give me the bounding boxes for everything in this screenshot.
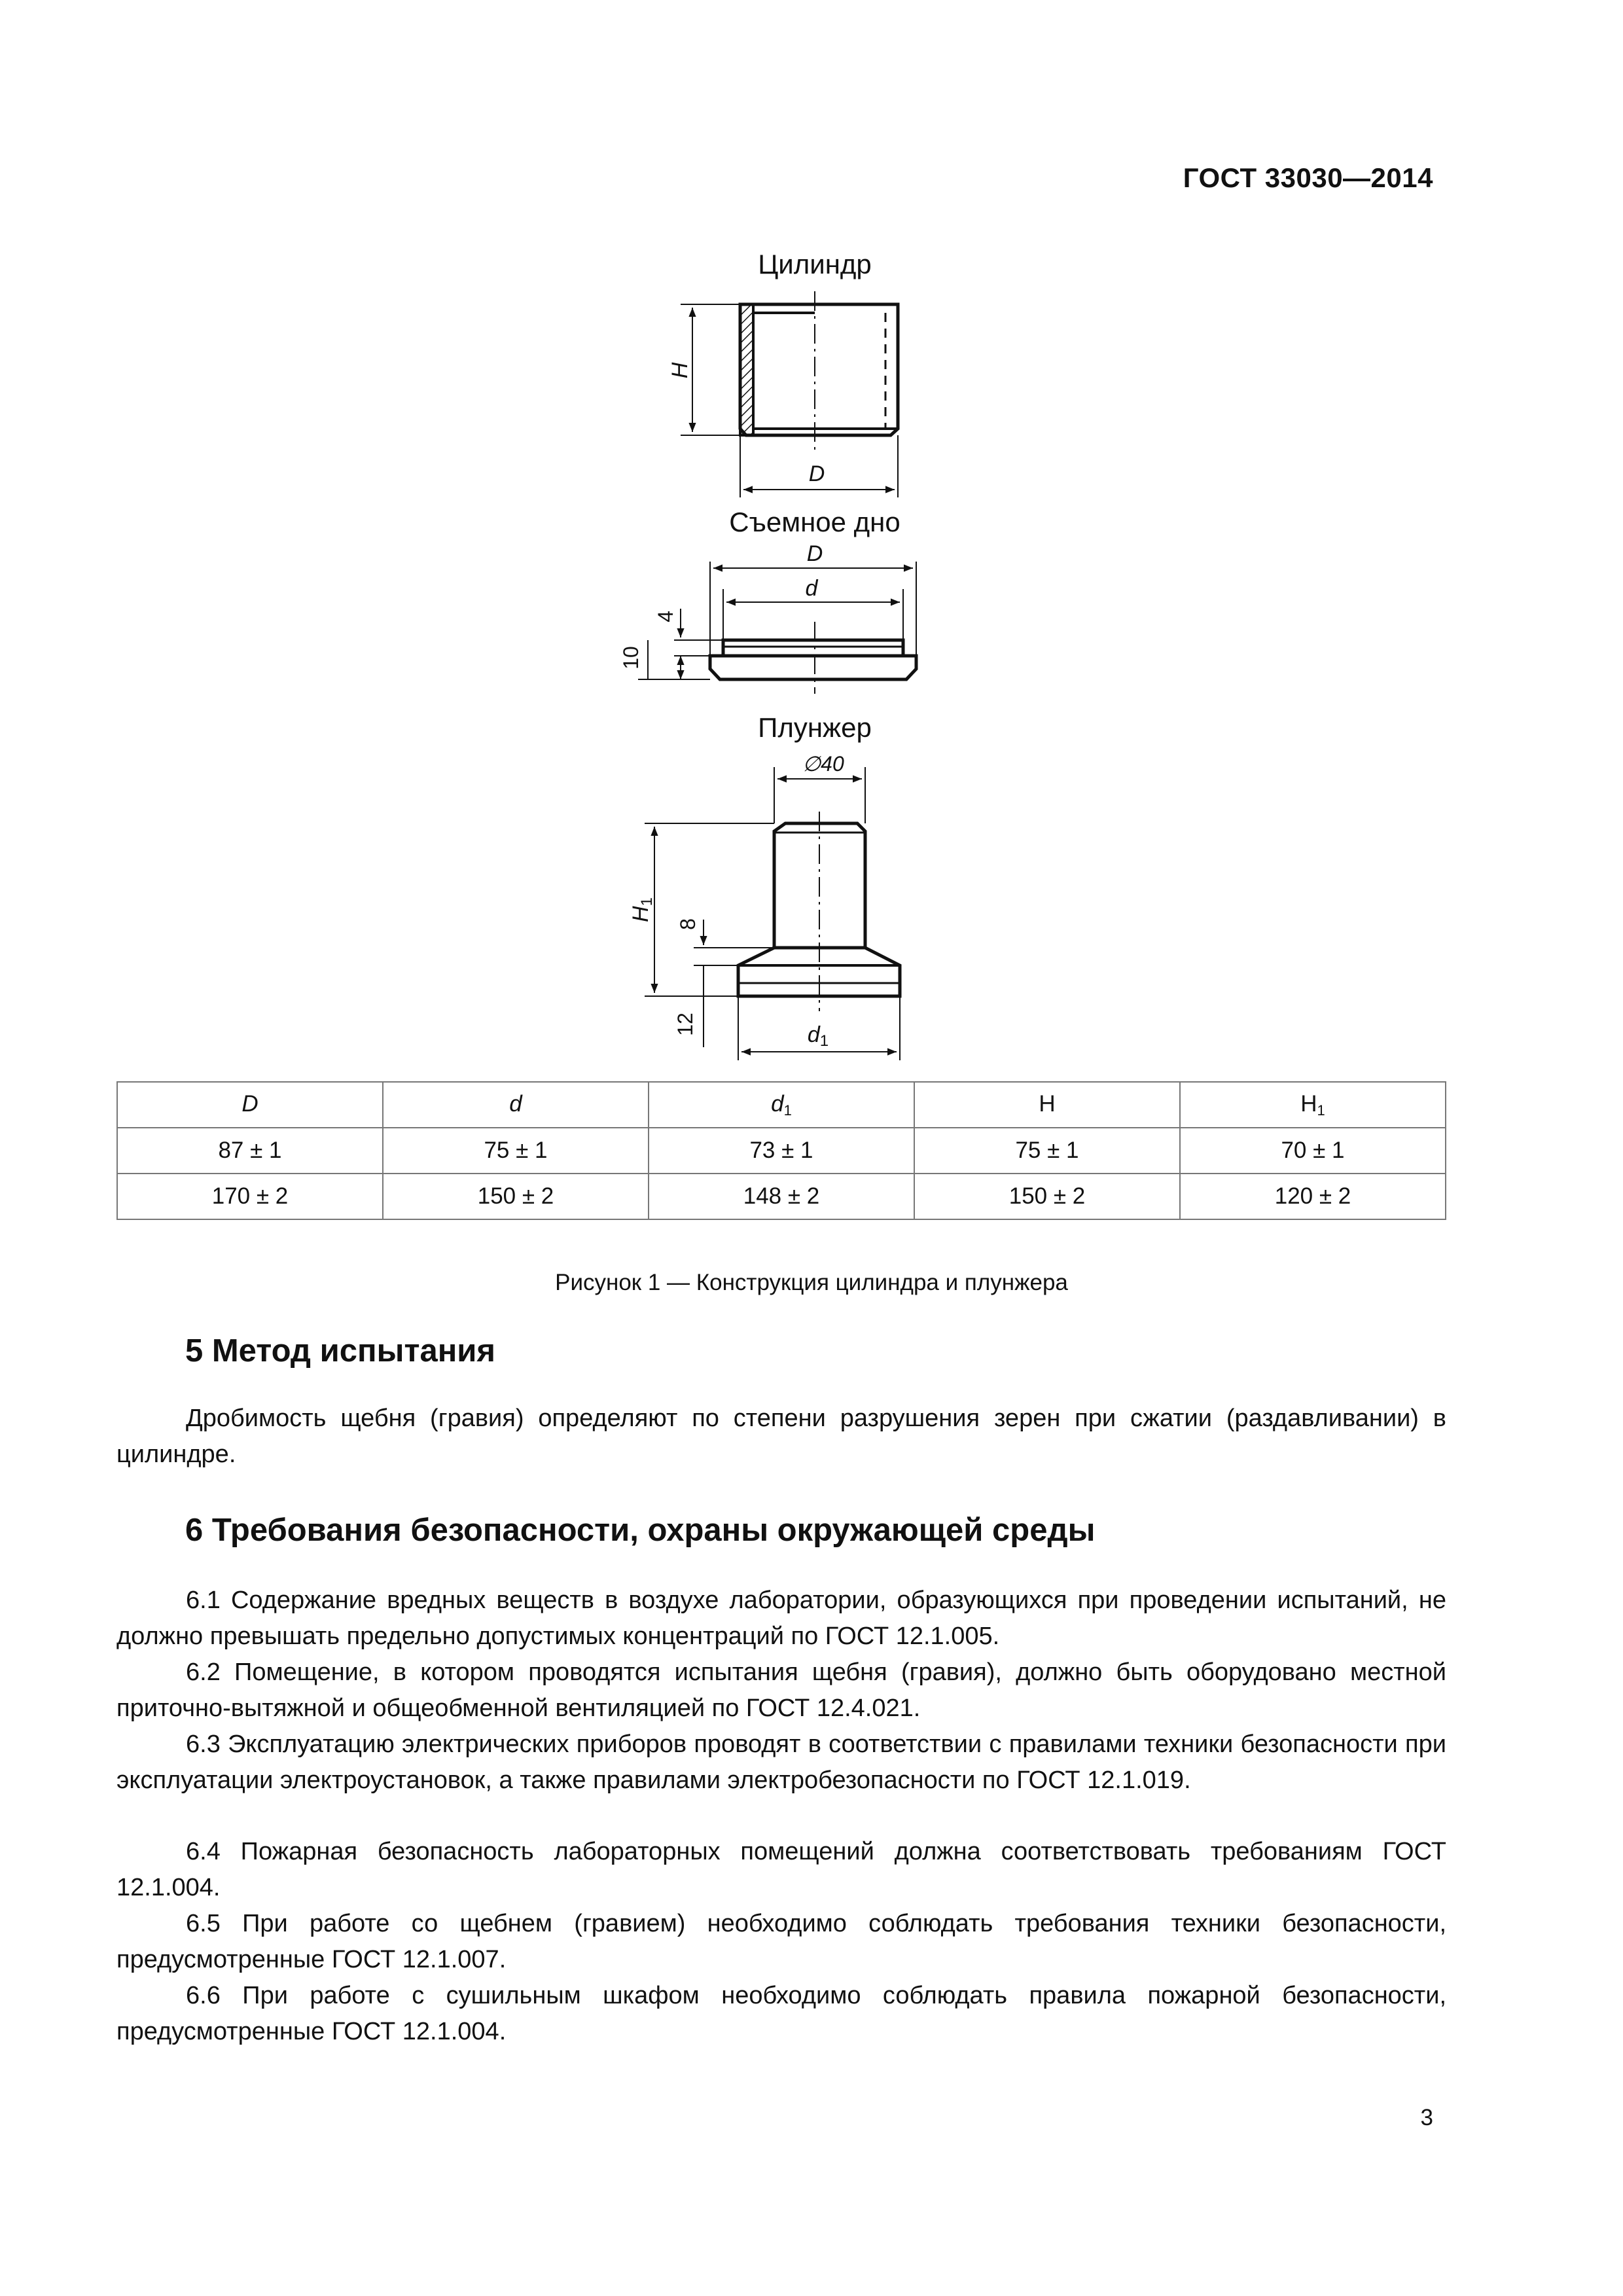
cylinder-wall-hatch (740, 304, 753, 435)
cylinder-outline (740, 304, 898, 435)
bottom-upper-ring (723, 640, 903, 656)
table-row (117, 1128, 1446, 1174)
section-6-paragraph-2: 6.2 Помещение, в котором проводятся испытания щебня (гравия), должно быть оборудовано местной приточно-вытяжной и общеобменной вентиляцией по ГОСТ 12.4.021. (116, 1659, 1446, 1722)
table-cell: 120 ± 2 (1180, 1174, 1446, 1219)
cylinder-h-label: H (668, 362, 692, 379)
table-header-cell: $d_1$ (649, 1082, 914, 1128)
bottom-base-plate (710, 656, 916, 679)
table-cell: 73 ± 1 (649, 1128, 914, 1174)
figure-1-drawing (602, 242, 942, 1060)
bottom-dim-10: 10 (619, 646, 643, 670)
section-6-title: 6 Требования безопасности, охраны окружающей среды (185, 1513, 1096, 1548)
plunger-dia40-label: ∅40 (802, 752, 844, 776)
plunger-dim-12: 12 (673, 1013, 697, 1036)
table-cell: 70 ± 1 (1180, 1128, 1446, 1174)
section-6-paragraph-5: 6.5 При работе со щебнем (гравием) необходимо соблюдать требования техники безопасности, предусмотренные ГОСТ 12.1.007. (116, 1910, 1446, 1973)
removable-bottom-title: Съемное дно (729, 507, 901, 537)
plunger-d1-label (808, 1022, 829, 1050)
document-code: ГОСТ 33030—2014 (1183, 162, 1433, 193)
cylinder-drawing (668, 249, 898, 497)
table-cell: 87 ± 1 (117, 1128, 383, 1174)
table-cell: 170 ± 2 (117, 1174, 383, 1219)
removable-bottom-drawing (619, 507, 916, 694)
table-header-cell: $H_1$ (1180, 1082, 1446, 1128)
plunger-drawing (628, 712, 900, 1060)
section-6-paragraph-3: 6.3 Эксплуатацию электрических приборов проводят в соответствии с правилами техники безопасности при эксплуатации электроустановок, а также правилами электробезопасности по ГОСТ 12.1.019. (116, 1731, 1446, 1794)
dimensions-table (116, 1081, 1446, 1220)
table-cell: 150 ± 2 (383, 1174, 649, 1219)
plunger-d1-main: d (807, 1022, 820, 1047)
table-cell: 75 ± 1 (914, 1128, 1180, 1174)
table-cell: 148 ± 2 (649, 1174, 914, 1219)
plunger-title: Плунжер (758, 712, 872, 743)
plunger-d1-sub: 1 (819, 1032, 829, 1050)
page-number: 3 (1420, 2105, 1433, 2130)
section-5-title: 5 Метод испытания (185, 1333, 496, 1369)
table-header-cell: d (383, 1082, 649, 1128)
section-5-paragraph: Дробимость щебня (гравия) определяют по степени разрушения зерен при сжатии (раздавливании) в цилиндре. (116, 1405, 1446, 1468)
table-cell: 150 ± 2 (914, 1174, 1180, 1219)
plunger-h1-main: H (628, 906, 653, 922)
cylinder-title: Цилиндр (758, 249, 872, 279)
table-row (117, 1174, 1446, 1219)
table-header-cell: D (117, 1082, 383, 1128)
plunger-h1-sub: 1 (638, 897, 656, 906)
figure-caption: Рисунок 1 — Конструкция цилиндра и плунжера (555, 1270, 1068, 1295)
bottom-d-inner-label: d (805, 576, 818, 601)
cylinder-d-label: D (808, 461, 825, 486)
plunger-h1-label (628, 897, 656, 922)
bottom-dim-4: 4 (654, 611, 677, 622)
table-header-cell: H (914, 1082, 1180, 1128)
table-cell: 75 ± 1 (383, 1128, 649, 1174)
bottom-d-outer-label: D (806, 541, 823, 566)
section-6-paragraph-1: 6.1 Содержание вредных веществ в воздухе лаборатории, образующихся при проведении испытаний, не должно превышать предельно допустимых концентраций по ГОСТ 12.1.005. (116, 1587, 1446, 1650)
section-6-paragraph-4: 6.4 Пожарная безопасность лабораторных помещений должна соответствовать требованиям ГОСТ 12.1.004. (116, 1838, 1446, 1901)
table-header-row (117, 1082, 1446, 1128)
plunger-dim-8: 8 (676, 918, 700, 930)
section-6-paragraph-6: 6.6 При работе с сушильным шкафом необходимо соблюдать правила пожарной безопасности, предусмотренные ГОСТ 12.1.004. (116, 1982, 1446, 2045)
